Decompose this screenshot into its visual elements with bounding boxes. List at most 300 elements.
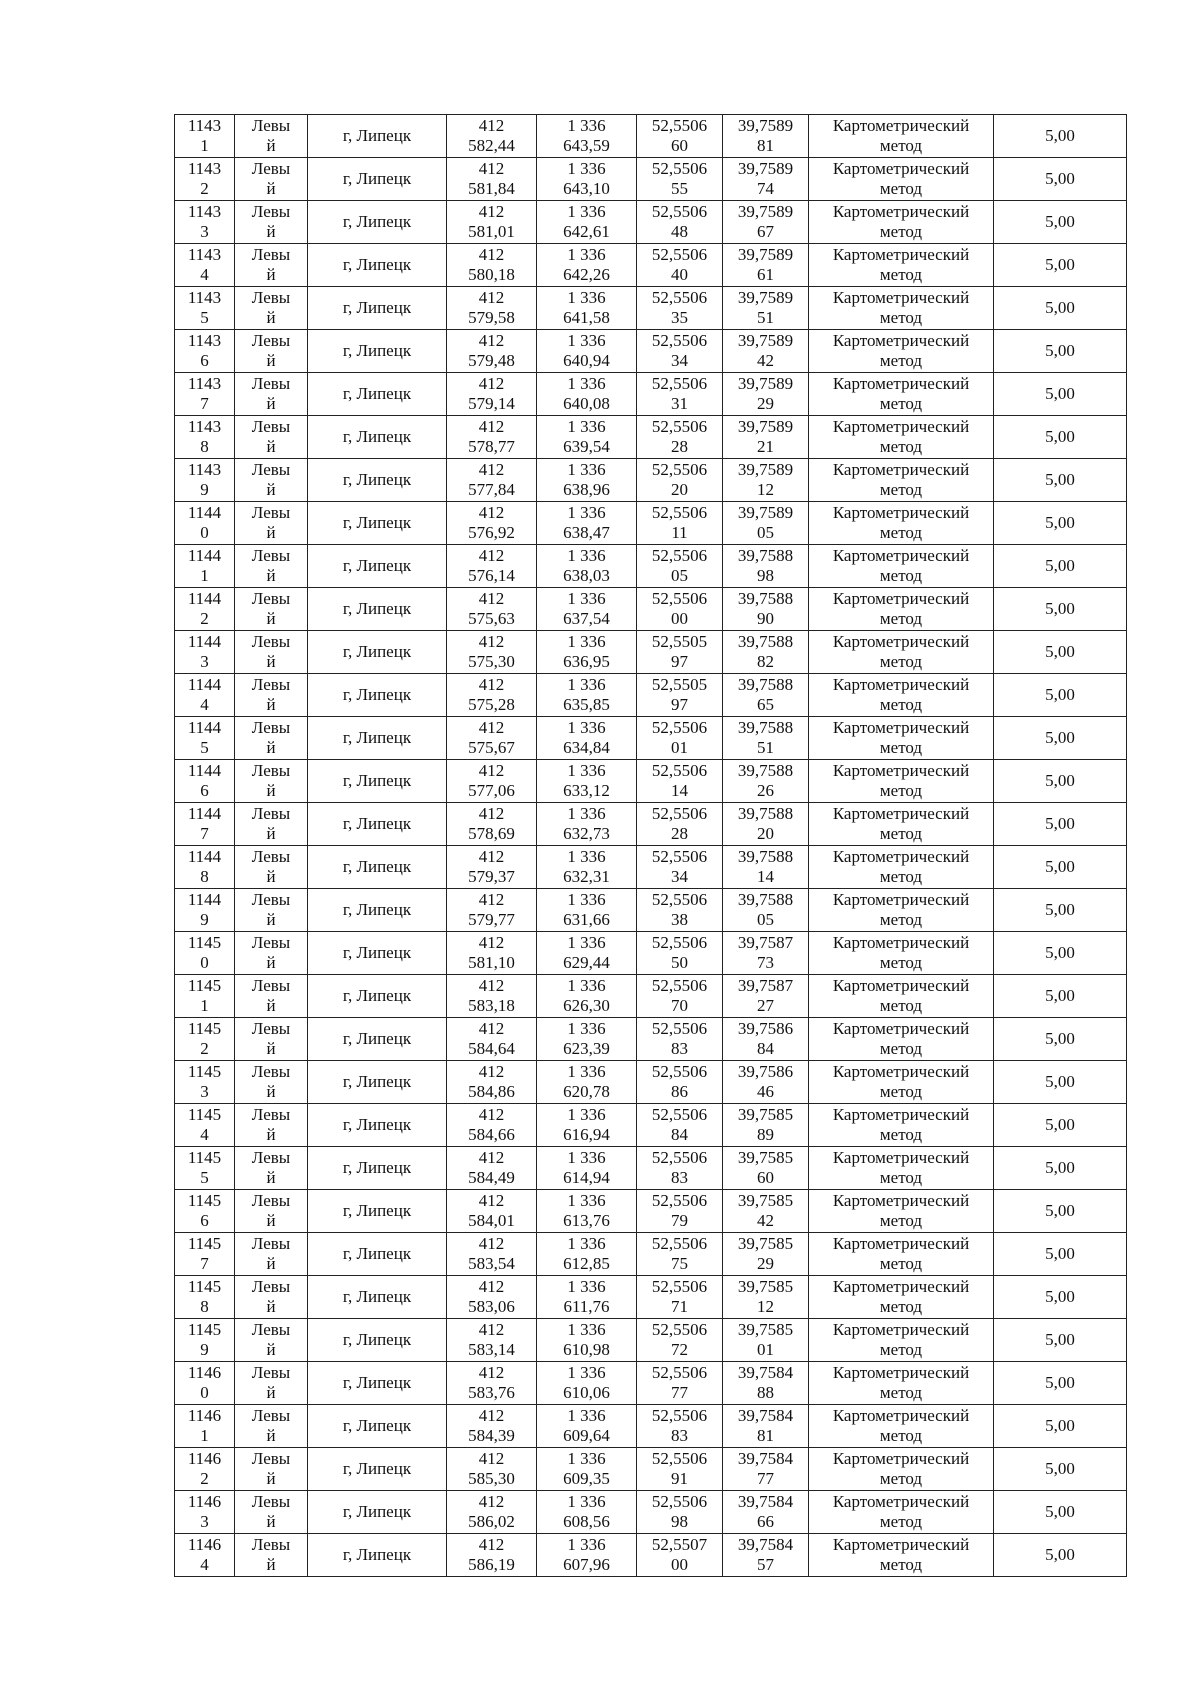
point-number-cell-line: 2 [200, 1469, 209, 1488]
method-cell-line: метод [879, 1383, 923, 1402]
point-number-cell-line: 1143 [187, 116, 222, 135]
coord-y-cell-line: 1 336 [567, 1062, 606, 1081]
side-cell-line: й [266, 867, 276, 886]
method-cell [809, 416, 994, 459]
point-number-cell-line: 3 [200, 1082, 209, 1101]
point-number-cell-line: 1 [200, 566, 209, 585]
side-cell-line: Левы [251, 1492, 291, 1511]
longitude-cell-line: 98 [757, 566, 774, 585]
side-cell-line: Левы [251, 417, 291, 436]
method-cell-line: Картометрический [832, 116, 970, 135]
coord-x-cell [447, 1190, 537, 1233]
precision-cell: 5,00 [994, 1448, 1127, 1491]
latitude-cell-line: 52,5506 [651, 1363, 708, 1382]
coord-x-cell [447, 502, 537, 545]
coord-x-cell-line: 577,84 [468, 480, 515, 499]
point-number-cell-line: 1145 [187, 976, 222, 995]
coord-y-cell [537, 760, 637, 803]
latitude-cell [637, 1061, 723, 1104]
latitude-cell [637, 631, 723, 674]
longitude-cell-line: 39,7588 [737, 804, 794, 823]
coord-y-cell-line: 609,64 [563, 1426, 610, 1445]
locality-cell: г, Липецк [308, 459, 447, 502]
coord-y-cell-line: 611,76 [563, 1297, 610, 1316]
coord-y-cell-line: 1 336 [567, 288, 606, 307]
coord-x-cell-line: 412 [478, 1492, 505, 1511]
coord-x-cell [447, 330, 537, 373]
point-number-cell-line: 5 [200, 1168, 209, 1187]
locality-cell: г, Липецк [308, 201, 447, 244]
longitude-cell-line: 39,7586 [737, 1062, 794, 1081]
locality-cell: г, Липецк [308, 717, 447, 760]
point-number-cell-line: 1145 [187, 1105, 222, 1124]
table-row [175, 416, 1127, 459]
point-number-cell [175, 889, 235, 932]
method-cell [809, 760, 994, 803]
precision-cell: 5,00 [994, 1362, 1127, 1405]
table-row [175, 1448, 1127, 1491]
latitude-cell [637, 760, 723, 803]
latitude-cell-line: 35 [671, 308, 688, 327]
coord-y-cell-line: 1 336 [567, 1019, 606, 1038]
point-number-cell-line: 5 [200, 738, 209, 757]
point-number-cell [175, 803, 235, 846]
latitude-cell-line: 52,5506 [651, 159, 708, 178]
coord-x-cell-line: 583,54 [468, 1254, 515, 1273]
locality-cell: г, Липецк [308, 1276, 447, 1319]
latitude-cell-line: 77 [671, 1383, 688, 1402]
point-number-cell [175, 1491, 235, 1534]
latitude-cell [637, 1319, 723, 1362]
latitude-cell [637, 889, 723, 932]
latitude-cell [637, 1104, 723, 1147]
point-number-cell [175, 1061, 235, 1104]
table-row [175, 674, 1127, 717]
longitude-cell-line: 39,7586 [737, 1019, 794, 1038]
side-cell [235, 416, 308, 459]
latitude-cell [637, 1405, 723, 1448]
coord-x-cell-line: 412 [478, 202, 505, 221]
longitude-cell-line: 05 [757, 523, 774, 542]
method-cell-line: Картометрический [832, 675, 970, 694]
coord-x-cell [447, 1147, 537, 1190]
coord-y-cell-line: 1 336 [567, 976, 606, 995]
locality-cell: г, Липецк [308, 1233, 447, 1276]
longitude-cell [723, 201, 809, 244]
longitude-cell [723, 932, 809, 975]
latitude-cell [637, 545, 723, 588]
side-cell [235, 287, 308, 330]
table-row [175, 459, 1127, 502]
coord-y-cell-line: 640,08 [563, 394, 610, 413]
latitude-cell-line: 05 [671, 566, 688, 585]
coord-x-cell-line: 412 [478, 288, 505, 307]
method-cell-line: метод [879, 1168, 923, 1187]
side-cell-line: Левы [251, 1363, 291, 1382]
side-cell-line: Левы [251, 1234, 291, 1253]
latitude-cell-line: 52,5506 [651, 1148, 708, 1167]
point-number-cell-line: 1143 [187, 202, 222, 221]
longitude-cell-line: 82 [757, 652, 774, 671]
method-cell-line: метод [879, 265, 923, 284]
coord-x-cell [447, 1319, 537, 1362]
method-cell-line: метод [879, 867, 923, 886]
coord-x-cell-line: 575,67 [468, 738, 515, 757]
side-cell [235, 330, 308, 373]
latitude-cell-line: 52,5506 [651, 1062, 708, 1081]
latitude-cell-line: 52,5506 [651, 503, 708, 522]
coord-x-cell-line: 579,48 [468, 351, 515, 370]
longitude-cell [723, 1534, 809, 1577]
coord-y-cell-line: 1 336 [567, 1191, 606, 1210]
side-cell-line: й [266, 1125, 276, 1144]
latitude-cell [637, 674, 723, 717]
coord-y-cell [537, 889, 637, 932]
point-number-cell [175, 502, 235, 545]
method-cell [809, 1534, 994, 1577]
coord-y-cell-line: 637,54 [563, 609, 610, 628]
latitude-cell-line: 52,5506 [651, 1449, 708, 1468]
coord-y-cell [537, 803, 637, 846]
latitude-cell-line: 55 [671, 179, 688, 198]
longitude-cell [723, 717, 809, 760]
method-cell-line: метод [879, 222, 923, 241]
precision-cell: 5,00 [994, 287, 1127, 330]
point-number-cell-line: 1146 [187, 1406, 222, 1425]
precision-cell: 5,00 [994, 1491, 1127, 1534]
precision-cell: 5,00 [994, 545, 1127, 588]
locality-cell: г, Липецк [308, 1319, 447, 1362]
latitude-cell-line: 98 [671, 1512, 688, 1531]
longitude-cell [723, 115, 809, 158]
coord-x-cell-line: 585,30 [468, 1469, 515, 1488]
locality-cell: г, Липецк [308, 760, 447, 803]
table-row [175, 201, 1127, 244]
longitude-cell [723, 244, 809, 287]
point-number-cell-line: 3 [200, 1512, 209, 1531]
latitude-cell-line: 72 [671, 1340, 688, 1359]
point-number-cell [175, 717, 235, 760]
method-cell-line: Картометрический [832, 890, 970, 909]
point-number-cell-line: 1143 [187, 288, 222, 307]
method-cell [809, 1319, 994, 1362]
coord-y-cell-line: 638,03 [563, 566, 610, 585]
method-cell-line: метод [879, 824, 923, 843]
longitude-cell-line: 39,7584 [737, 1449, 794, 1468]
coord-y-cell-line: 1 336 [567, 245, 606, 264]
method-cell-line: Картометрический [832, 1019, 970, 1038]
coord-x-cell [447, 158, 537, 201]
longitude-cell-line: 12 [757, 1297, 774, 1316]
latitude-cell-line: 70 [671, 996, 688, 1015]
coord-x-cell [447, 1104, 537, 1147]
latitude-cell-line: 01 [671, 738, 688, 757]
point-number-cell-line: 1144 [187, 546, 222, 565]
point-number-cell-line: 6 [200, 781, 209, 800]
point-number-cell-line: 8 [200, 437, 209, 456]
coord-y-cell-line: 1 336 [567, 460, 606, 479]
method-cell-line: Картометрический [832, 976, 970, 995]
method-cell-line: метод [879, 437, 923, 456]
coord-y-cell-line: 1 336 [567, 202, 606, 221]
coord-y-cell-line: 1 336 [567, 1277, 606, 1296]
side-cell-line: й [266, 781, 276, 800]
longitude-cell-line: 26 [757, 781, 774, 800]
locality-cell: г, Липецк [308, 889, 447, 932]
coord-x-cell-line: 412 [478, 1062, 505, 1081]
table-row [175, 502, 1127, 545]
longitude-cell-line: 39,7585 [737, 1234, 794, 1253]
point-number-cell-line: 1 [200, 136, 209, 155]
precision-cell: 5,00 [994, 932, 1127, 975]
side-cell [235, 889, 308, 932]
latitude-cell [637, 932, 723, 975]
latitude-cell-line: 83 [671, 1168, 688, 1187]
latitude-cell-line: 52,5506 [651, 933, 708, 952]
coord-y-cell-line: 629,44 [563, 953, 610, 972]
coord-x-cell-line: 412 [478, 890, 505, 909]
latitude-cell [637, 158, 723, 201]
method-cell-line: Картометрический [832, 1320, 970, 1339]
method-cell-line: метод [879, 1555, 923, 1574]
side-cell-line: Левы [251, 675, 291, 694]
longitude-cell [723, 1276, 809, 1319]
longitude-cell-line: 39,7588 [737, 589, 794, 608]
side-cell-line: й [266, 1039, 276, 1058]
coord-y-cell-line: 1 336 [567, 1535, 606, 1554]
coord-y-cell-line: 1 336 [567, 417, 606, 436]
point-number-cell [175, 545, 235, 588]
point-number-cell [175, 373, 235, 416]
method-cell-line: Картометрический [832, 1234, 970, 1253]
coord-x-cell-line: 412 [478, 1105, 505, 1124]
coord-y-cell-line: 642,61 [563, 222, 610, 241]
coord-x-cell-line: 579,37 [468, 867, 515, 886]
side-cell [235, 1534, 308, 1577]
longitude-cell-line: 73 [757, 953, 774, 972]
coord-y-cell [537, 1362, 637, 1405]
coord-y-cell-line: 1 336 [567, 159, 606, 178]
coord-y-cell [537, 373, 637, 416]
method-cell [809, 975, 994, 1018]
side-cell [235, 846, 308, 889]
latitude-cell-line: 52,5506 [651, 1320, 708, 1339]
latitude-cell [637, 975, 723, 1018]
longitude-cell-line: 27 [757, 996, 774, 1015]
precision-cell: 5,00 [994, 1233, 1127, 1276]
longitude-cell-line: 89 [757, 1125, 774, 1144]
coord-y-cell [537, 846, 637, 889]
coordinates-table [174, 114, 1127, 1577]
coord-x-cell-line: 578,77 [468, 437, 515, 456]
coord-y-cell-line: 1 336 [567, 1406, 606, 1425]
point-number-cell-line: 7 [200, 824, 209, 843]
longitude-cell [723, 1018, 809, 1061]
side-cell [235, 1448, 308, 1491]
method-cell-line: Картометрический [832, 761, 970, 780]
method-cell [809, 932, 994, 975]
latitude-cell-line: 75 [671, 1254, 688, 1273]
longitude-cell-line: 84 [757, 1039, 774, 1058]
method-cell-line: Картометрический [832, 589, 970, 608]
latitude-cell-line: 52,5506 [651, 1406, 708, 1425]
method-cell-line: метод [879, 351, 923, 370]
coord-y-cell-line: 1 336 [567, 331, 606, 350]
side-cell-line: й [266, 437, 276, 456]
side-cell-line: й [266, 1211, 276, 1230]
method-cell [809, 1147, 994, 1190]
locality-cell: г, Липецк [308, 158, 447, 201]
side-cell-line: Левы [251, 245, 291, 264]
point-number-cell [175, 1233, 235, 1276]
coord-y-cell-line: 620,78 [563, 1082, 610, 1101]
coord-x-cell [447, 932, 537, 975]
side-cell-line: й [266, 824, 276, 843]
precision-cell: 5,00 [994, 373, 1127, 416]
coord-x-cell [447, 1448, 537, 1491]
point-number-cell [175, 115, 235, 158]
latitude-cell-line: 52,5506 [651, 202, 708, 221]
side-cell [235, 373, 308, 416]
method-cell-line: метод [879, 1297, 923, 1316]
method-cell-line: Картометрический [832, 1535, 970, 1554]
latitude-cell [637, 1018, 723, 1061]
locality-cell: г, Липецк [308, 330, 447, 373]
table-row [175, 1233, 1127, 1276]
locality-cell: г, Липецк [308, 1190, 447, 1233]
coord-y-cell [537, 1405, 637, 1448]
precision-cell: 5,00 [994, 115, 1127, 158]
coord-x-cell-line: 584,86 [468, 1082, 515, 1101]
point-number-cell-line: 1144 [187, 890, 222, 909]
coord-x-cell [447, 588, 537, 631]
locality-cell: г, Липецк [308, 373, 447, 416]
latitude-cell [637, 1233, 723, 1276]
side-cell [235, 1104, 308, 1147]
side-cell-line: Левы [251, 589, 291, 608]
point-number-cell [175, 1448, 235, 1491]
coord-x-cell-line: 412 [478, 374, 505, 393]
table-row [175, 373, 1127, 416]
coord-y-cell [537, 330, 637, 373]
locality-cell: г, Липецк [308, 1061, 447, 1104]
point-number-cell-line: 6 [200, 351, 209, 370]
point-number-cell [175, 244, 235, 287]
side-cell-line: й [266, 394, 276, 413]
point-number-cell-line: 1146 [187, 1449, 222, 1468]
method-cell-line: Картометрический [832, 331, 970, 350]
latitude-cell-line: 97 [671, 652, 688, 671]
table-row [175, 1276, 1127, 1319]
coord-y-cell-line: 1 336 [567, 546, 606, 565]
method-cell [809, 1104, 994, 1147]
coord-x-cell-line: 412 [478, 976, 505, 995]
coord-y-cell-line: 631,66 [563, 910, 610, 929]
table-row [175, 889, 1127, 932]
precision-cell: 5,00 [994, 459, 1127, 502]
latitude-cell-line: 52,5506 [651, 374, 708, 393]
side-cell [235, 760, 308, 803]
coord-x-cell-line: 583,18 [468, 996, 515, 1015]
precision-cell: 5,00 [994, 889, 1127, 932]
latitude-cell-line: 52,5506 [651, 1234, 708, 1253]
side-cell-line: й [266, 609, 276, 628]
longitude-cell-line: 39,7588 [737, 761, 794, 780]
latitude-cell-line: 00 [671, 609, 688, 628]
point-number-cell [175, 932, 235, 975]
method-cell [809, 459, 994, 502]
latitude-cell [637, 287, 723, 330]
side-cell-line: Левы [251, 1062, 291, 1081]
latitude-cell [637, 115, 723, 158]
precision-cell: 5,00 [994, 158, 1127, 201]
longitude-cell-line: 51 [757, 738, 774, 757]
method-cell-line: Картометрический [832, 159, 970, 178]
longitude-cell-line: 01 [757, 1340, 774, 1359]
coord-x-cell [447, 1362, 537, 1405]
point-number-cell-line: 1144 [187, 632, 222, 651]
precision-cell: 5,00 [994, 1319, 1127, 1362]
coord-x-cell-line: 412 [478, 245, 505, 264]
table-row [175, 803, 1127, 846]
point-number-cell-line: 1143 [187, 245, 222, 264]
coord-x-cell-line: 412 [478, 718, 505, 737]
coord-x-cell-line: 583,14 [468, 1340, 515, 1359]
method-cell-line: метод [879, 1469, 923, 1488]
side-cell-line: й [266, 265, 276, 284]
point-number-cell-line: 1145 [187, 1062, 222, 1081]
method-cell-line: Картометрический [832, 417, 970, 436]
longitude-cell-line: 46 [757, 1082, 774, 1101]
longitude-cell-line: 65 [757, 695, 774, 714]
point-number-cell-line: 8 [200, 1297, 209, 1316]
coord-x-cell-line: 412 [478, 546, 505, 565]
point-number-cell-line: 6 [200, 1211, 209, 1230]
method-cell-line: метод [879, 953, 923, 972]
method-cell [809, 1233, 994, 1276]
longitude-cell [723, 287, 809, 330]
method-cell-line: метод [879, 910, 923, 929]
coord-x-cell-line: 578,69 [468, 824, 515, 843]
coord-y-cell-line: 1 336 [567, 1449, 606, 1468]
point-number-cell-line: 1144 [187, 503, 222, 522]
longitude-cell-line: 61 [757, 265, 774, 284]
longitude-cell [723, 158, 809, 201]
locality-cell: г, Липецк [308, 115, 447, 158]
longitude-cell [723, 1448, 809, 1491]
latitude-cell-line: 52,5506 [651, 1191, 708, 1210]
longitude-cell-line: 29 [757, 394, 774, 413]
method-cell-line: Картометрический [832, 933, 970, 952]
point-number-cell-line: 1144 [187, 804, 222, 823]
point-number-cell-line: 1 [200, 1426, 209, 1445]
side-cell-line: Левы [251, 847, 291, 866]
latitude-cell-line: 52,5506 [651, 116, 708, 135]
method-cell-line: Картометрический [832, 1105, 970, 1124]
coord-x-cell [447, 1534, 537, 1577]
side-cell [235, 717, 308, 760]
latitude-cell-line: 31 [671, 394, 688, 413]
side-cell [235, 502, 308, 545]
point-number-cell-line: 8 [200, 867, 209, 886]
longitude-cell [723, 1319, 809, 1362]
coord-x-cell-line: 576,92 [468, 523, 515, 542]
side-cell-line: Левы [251, 546, 291, 565]
latitude-cell-line: 14 [671, 781, 688, 800]
method-cell-line: Картометрический [832, 1363, 970, 1382]
point-number-cell [175, 975, 235, 1018]
coord-y-cell-line: 1 336 [567, 1234, 606, 1253]
